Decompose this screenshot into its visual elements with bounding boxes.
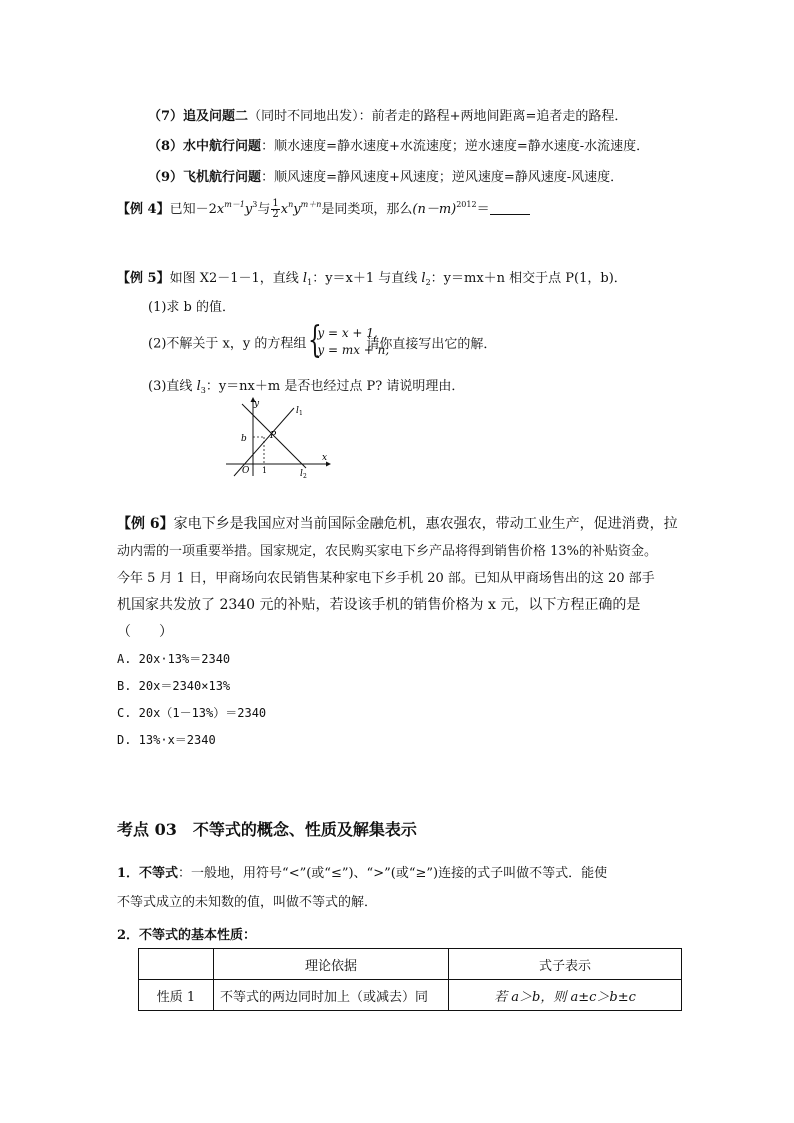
item-7: （7）追及问题二（同时不同地出发）：前者走的路程+两地间距离=追者走的路程． [148,109,628,124]
option-d: D. 13%·x＝2340 [117,733,216,747]
table-header-cell: 式子表示 [449,949,682,980]
l1-label: l [296,406,299,416]
x-label: x [322,453,328,463]
example-5-intro: 【例 5】如图 X2－1－1，直线 $l_1$：y＝x＋1 与直线 $l_2$：y＝mx＋n 相交于点 P(1，b)． [117,271,627,287]
l2-label: l [300,469,303,478]
brace-icon: { [308,320,323,361]
example-5-q3: (3)直线 $l_3$：y＝nx＋m 是否也经过点 P? 请说明理由． [148,379,465,395]
example-6-line-3: 今年 5 月 1 日，甲商场向农民销售某种家电下乡手机 20 部。已知从甲商场售出的这 20 部手 [117,571,655,586]
point-1-line-1: 1．不等式：一般地，用符号“<”(或“≤”)、“>”(或“≥”)连接的式子叫做不等式．能使 [117,866,608,881]
example-6-paren: （ ） [117,624,173,640]
example-6-line-1: 【例 6】家电下乡是我国应对当前国际金融危机，惠农强农，带动工业生产，促进消费，拉 [117,516,678,532]
table-cell: 不等式的两边同时加上（或减去）同 [214,980,449,1011]
example-5-q1: (1)求 b 的值． [148,300,236,315]
fraction-half: $\frac{1}{2}$ [272,198,279,220]
table-header-cell [139,949,214,980]
example-6-line-2: 动内需的一项重要举措。国家规定，农民购买家电下乡产品将得到销售价格 13%的补贴资金。 [117,544,658,559]
option-c: C. 20x（1－13%）＝2340 [117,706,267,720]
table-row [139,980,682,1011]
example-4: 【例 4】已知$-2x^{m-1}y^3$与 $\frac{1}{2}$ $x^ny^{m+n}$是同类项，那么$(n-m)^{2012}=$ [117,198,530,220]
equation-system: { y = x + 1, y = mx + n, [308,320,390,361]
l2-sub: 2 [303,473,307,478]
answer-blank [490,202,530,215]
point-2-title: 2．不等式的基本性质： [117,928,257,943]
properties-table [138,948,682,1011]
example-5-q2: (2)不解关于 x，y 的方程组 { y = x + 1, y = mx + n, 请你直接写出它的解． [148,320,497,361]
example-6-line-4: 机国家共发放了 2340 元的补贴，若设该手机的销售价格为 x 元，以下方程正确的是 [117,597,641,613]
p-label: P [270,431,277,441]
option-b: B. 20x＝2340×13% [117,679,231,693]
table-cell: 性质 1 [139,980,214,1011]
section-heading: 考点 03 不等式的概念、性质及解集表示 [117,820,417,839]
origin-label: O [242,466,250,476]
table-header-cell: 理论依据 [214,949,449,980]
b-label: b [241,434,247,444]
l1-sub: 1 [299,410,303,417]
y-label: y [254,399,260,409]
point-1-line-2: 不等式成立的未知数的值，叫做不等式的解． [117,895,378,910]
option-a: A. 20x·13%＝2340 [117,652,231,666]
one-label: 1 [262,466,268,475]
table-cell: 若 a＞b，则 a±c＞b±c [449,980,682,1011]
table-header-row [139,949,682,980]
item-9: （9）飞机航行问题：顺风速度=静风速度+风速度；逆风速度=静风速度-风速度． [148,170,624,185]
item-8: （8）水中航行问题：顺水速度=静水速度+水流速度；逆水速度=静水速度-水流速度． [148,139,650,154]
figure-x2-1-1 [222,394,334,478]
